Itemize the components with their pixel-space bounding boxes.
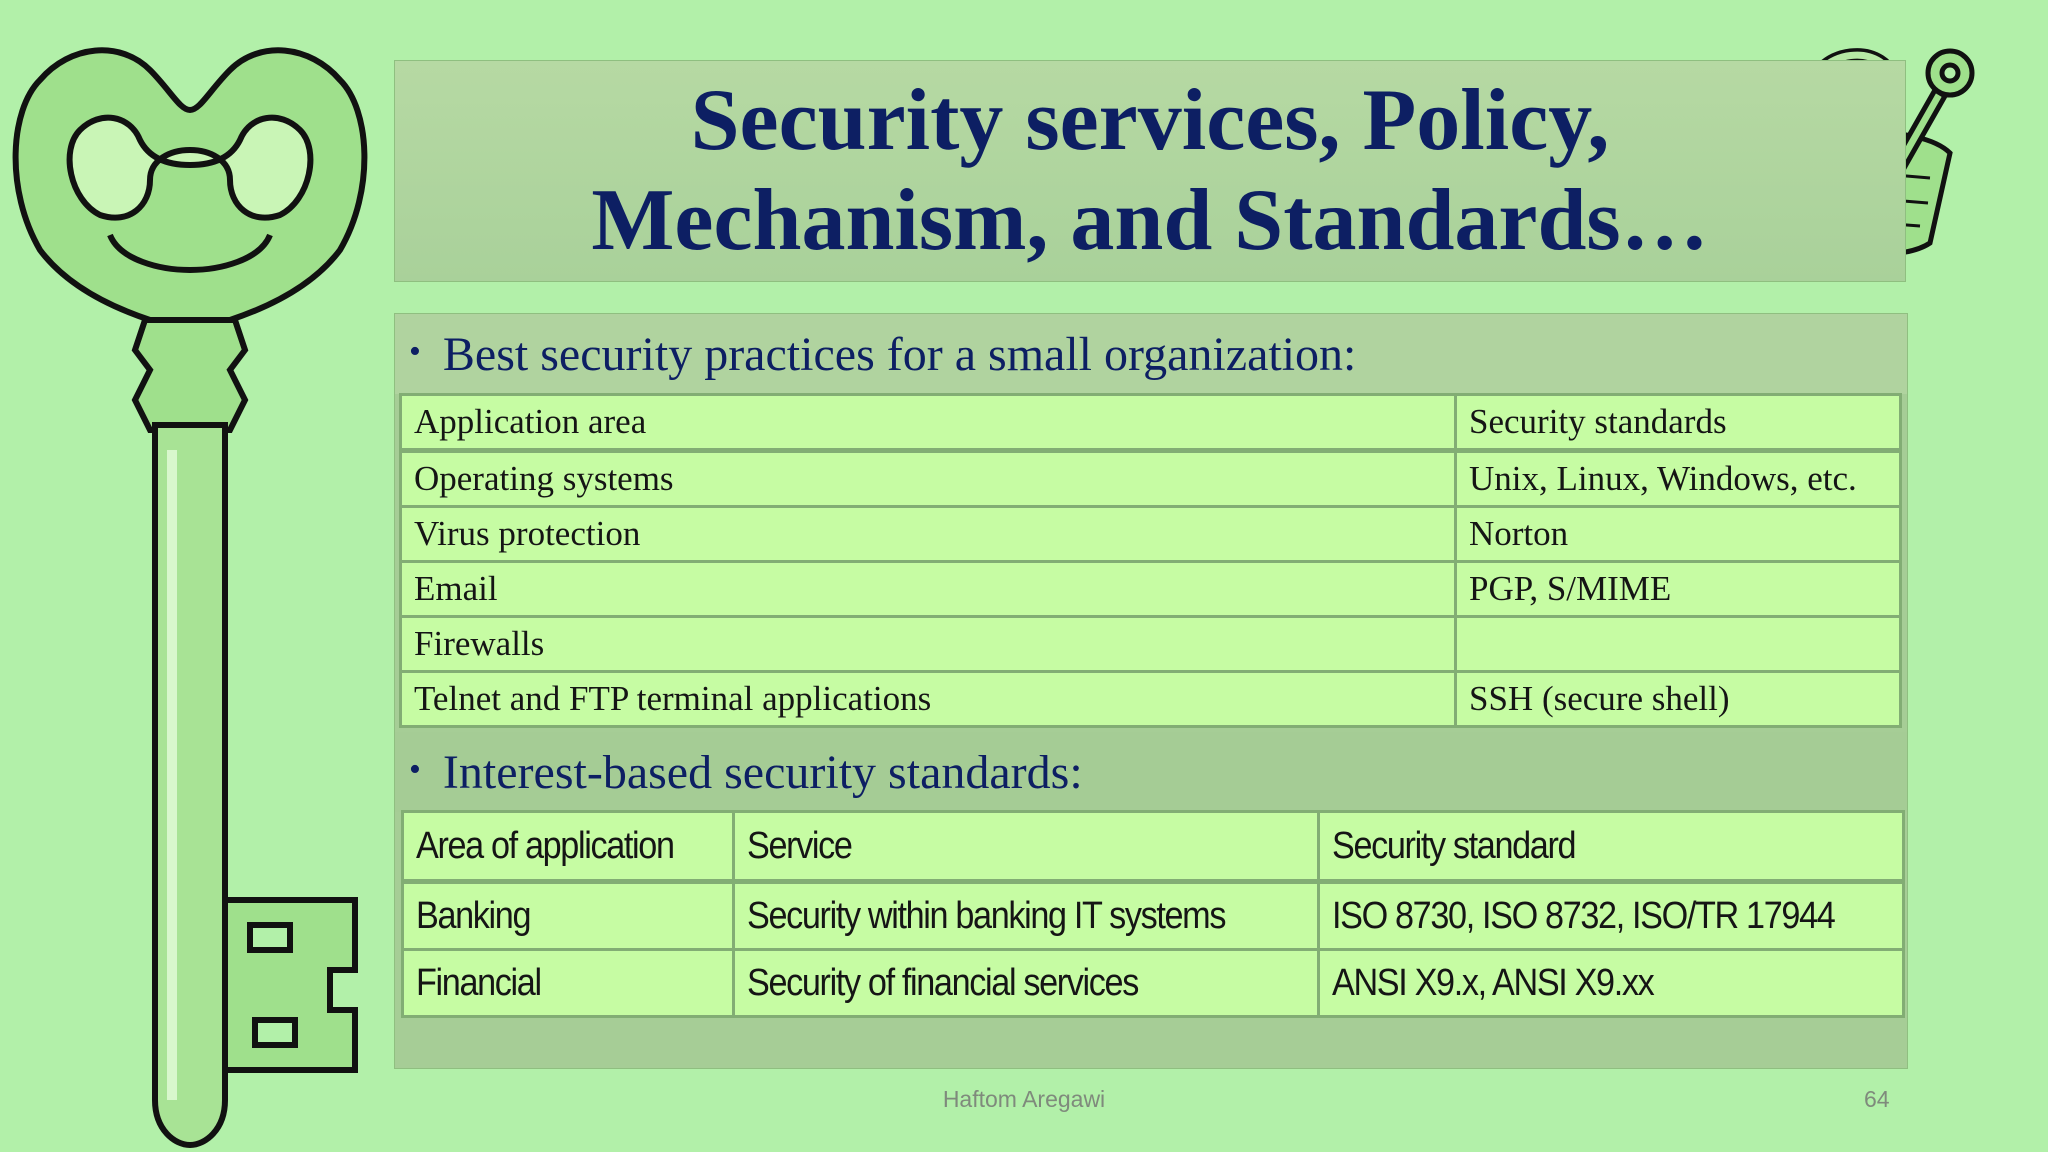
table-row <box>403 882 1904 950</box>
small-org-practices-table <box>399 393 1902 728</box>
page-title <box>591 71 1708 271</box>
header-cell <box>403 812 734 882</box>
cell-text: ISO 8730, ISO 8732, ISO/TR 17944 <box>1331 894 1835 937</box>
table-cell <box>733 882 1318 950</box>
title-line-1: Security services, Policy, <box>690 72 1610 169</box>
header-cell <box>733 812 1318 882</box>
table-row <box>401 507 1901 562</box>
skeleton-key-icon <box>0 20 390 1152</box>
cell-text: Financial <box>416 961 541 1004</box>
table-header-row <box>401 395 1901 451</box>
table-cell: Telnet and FTP terminal applications <box>401 672 1456 727</box>
header-text: Security standard <box>1331 824 1575 867</box>
bullet-dot: • <box>409 333 421 370</box>
table-cell <box>403 950 734 1017</box>
table-row <box>401 617 1901 672</box>
cell-text: Security within banking IT systems <box>746 894 1225 937</box>
table-row <box>403 950 1904 1017</box>
table-row <box>401 451 1901 507</box>
bullet-small-org <box>395 314 1907 394</box>
interest-standards-table <box>401 810 1905 1018</box>
table-cell: Firewalls <box>401 617 1456 672</box>
table-cell: Unix, Linux, Windows, etc. <box>1456 451 1901 507</box>
table-cell <box>1318 882 1903 950</box>
cell-text: Banking <box>416 894 531 937</box>
table-row <box>401 562 1901 617</box>
table-cell <box>1456 617 1901 672</box>
table-cell: Email <box>401 562 1456 617</box>
header-cell: Application area <box>401 395 1456 451</box>
table-header-row <box>403 812 1904 882</box>
title-line-2: Mechanism, and Standards… <box>591 172 1709 269</box>
header-text: Service <box>746 824 852 867</box>
table-cell: Operating systems <box>401 451 1456 507</box>
header-cell <box>1318 812 1903 882</box>
table-cell: Virus protection <box>401 507 1456 562</box>
bullet-dot: • <box>409 751 421 788</box>
page-number: 64 <box>1864 1086 1890 1112</box>
content-panel <box>394 313 1908 1069</box>
table-cell: Norton <box>1456 507 1901 562</box>
table-cell: PGP, S/MIME <box>1456 562 1901 617</box>
table-cell <box>733 950 1318 1017</box>
bullet-text: Best security practices for a small organization: <box>442 327 1357 381</box>
title-banner <box>394 60 1906 282</box>
table-cell <box>403 882 734 950</box>
header-text: Area of application <box>416 824 674 867</box>
footer-author: Haftom Aregawi <box>942 1086 1106 1112</box>
table-cell <box>1318 950 1903 1017</box>
cell-text: ANSI X9.x, ANSI X9.xx <box>1331 961 1654 1004</box>
table-cell: SSH (secure shell) <box>1456 672 1901 727</box>
cell-text: Security of financial services <box>746 961 1138 1004</box>
bullet-interest-based <box>395 732 1907 812</box>
table-row <box>401 672 1901 727</box>
bullet-text: Interest-based security standards: <box>442 745 1083 799</box>
header-cell: Security standards <box>1456 395 1901 451</box>
